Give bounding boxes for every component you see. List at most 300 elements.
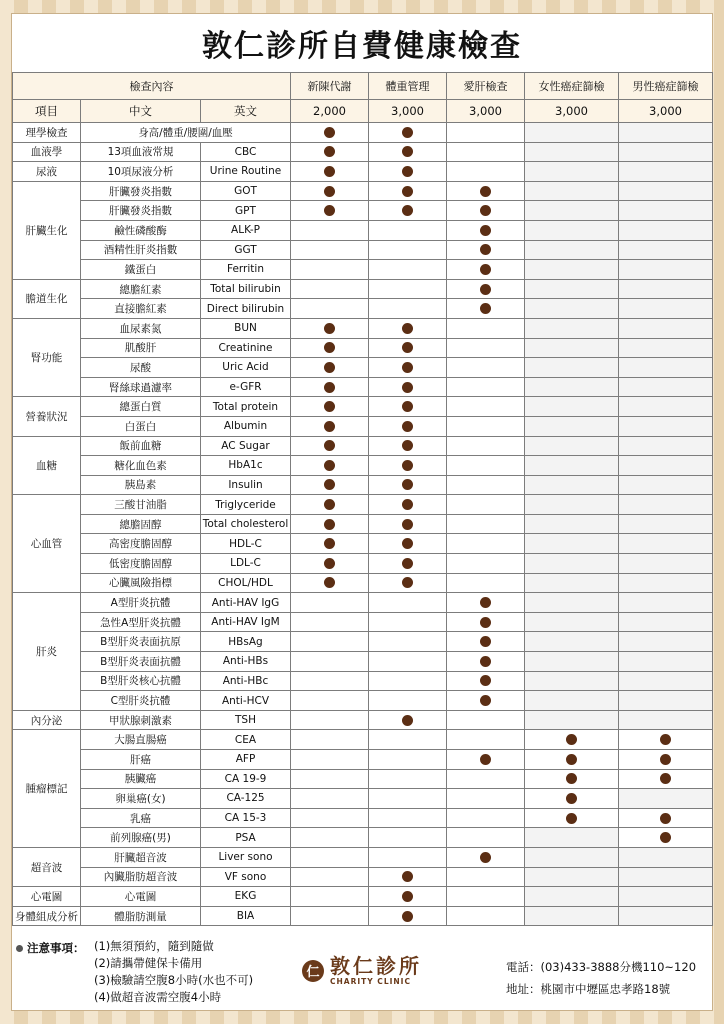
package-cell xyxy=(447,906,525,926)
package-cell xyxy=(369,416,447,436)
package-cell xyxy=(291,906,369,926)
table-row xyxy=(13,240,713,260)
package-cell xyxy=(447,338,525,358)
item-cn-cell: 卵巢癌(女) xyxy=(81,789,201,809)
package-cell xyxy=(619,318,713,338)
table-row xyxy=(13,887,713,907)
item-en-cell: GPT xyxy=(201,201,291,221)
included-dot-icon xyxy=(480,205,491,216)
included-dot-icon xyxy=(402,440,413,451)
table-row xyxy=(13,358,713,378)
package-cell xyxy=(291,750,369,770)
category-cell: 內分泌 xyxy=(13,710,81,730)
table-row xyxy=(13,514,713,534)
col-en-header: 英文 xyxy=(201,100,291,123)
package-cell xyxy=(525,887,619,907)
note-item: (4)做超音波需空腹4小時 xyxy=(94,990,222,1004)
included-dot-icon xyxy=(324,577,335,588)
package-cell xyxy=(291,416,369,436)
package-cell xyxy=(619,652,713,672)
included-dot-icon xyxy=(402,871,413,882)
package-cell xyxy=(447,789,525,809)
included-dot-icon xyxy=(480,597,491,608)
included-dot-icon xyxy=(324,342,335,353)
item-cn-cell: 胰島素 xyxy=(81,475,201,495)
package-cell xyxy=(447,514,525,534)
package-cell xyxy=(291,377,369,397)
table-row xyxy=(13,789,713,809)
table-row xyxy=(13,397,713,417)
package-cell xyxy=(369,456,447,476)
included-dot-icon xyxy=(402,577,413,588)
included-dot-icon xyxy=(324,186,335,197)
package-cell xyxy=(369,612,447,632)
item-en-cell: CHOL/HDL xyxy=(201,573,291,593)
category-cell: 尿液 xyxy=(13,162,81,182)
item-cn-cell: 總蛋白質 xyxy=(81,397,201,417)
package-cell xyxy=(369,730,447,750)
package-cell xyxy=(525,142,619,162)
footer xyxy=(12,932,712,1010)
item-cn-cell: 心臟風險指標 xyxy=(81,573,201,593)
included-dot-icon xyxy=(402,519,413,530)
package-cell xyxy=(525,632,619,652)
package-cell xyxy=(291,632,369,652)
package-cell xyxy=(369,808,447,828)
category-cell: 心電圖 xyxy=(13,887,81,907)
category-cell: 膽道生化 xyxy=(13,279,81,318)
package-cell xyxy=(369,181,447,201)
package-cell xyxy=(369,299,447,319)
included-dot-icon xyxy=(402,342,413,353)
package-cell xyxy=(447,495,525,515)
package-cell xyxy=(291,142,369,162)
package-cell xyxy=(447,475,525,495)
package-cell xyxy=(525,710,619,730)
included-dot-icon xyxy=(660,734,671,745)
table-row xyxy=(13,123,713,143)
package-cell xyxy=(369,750,447,770)
package-cell xyxy=(525,338,619,358)
package-cell xyxy=(291,397,369,417)
package-cell xyxy=(525,514,619,534)
package-cell xyxy=(447,377,525,397)
item-cn-cell: 血尿素氮 xyxy=(81,318,201,338)
package-cell xyxy=(291,612,369,632)
package-cell xyxy=(619,906,713,926)
category-cell: 身體組成分析 xyxy=(13,906,81,926)
included-dot-icon xyxy=(402,205,413,216)
package-cell xyxy=(619,338,713,358)
package-cell xyxy=(525,867,619,887)
price-liver: 3,000 xyxy=(447,100,525,123)
included-dot-icon xyxy=(660,754,671,765)
note-item: (1)無須預約，隨到隨做 xyxy=(94,939,214,953)
package-cell xyxy=(369,652,447,672)
item-cn-cell: 內臟脂肪超音波 xyxy=(81,867,201,887)
package-cell xyxy=(619,495,713,515)
included-dot-icon xyxy=(660,813,671,824)
included-dot-icon xyxy=(402,382,413,393)
item-cn-cell: 前列腺癌(男) xyxy=(81,828,201,848)
included-dot-icon xyxy=(480,264,491,275)
package-cell xyxy=(525,436,619,456)
category-cell: 血液學 xyxy=(13,142,81,162)
package-cell xyxy=(525,750,619,770)
table-body xyxy=(13,123,713,926)
included-dot-icon xyxy=(480,284,491,295)
package-cell xyxy=(525,475,619,495)
table-row xyxy=(13,299,713,319)
item-en-cell: Anti-HAV IgG xyxy=(201,593,291,613)
table-row xyxy=(13,279,713,299)
package-cell xyxy=(619,867,713,887)
package-cell xyxy=(619,162,713,182)
price-sheet xyxy=(12,14,712,1010)
col-item-header: 項目 xyxy=(13,100,81,123)
included-dot-icon xyxy=(402,911,413,922)
package-cell xyxy=(291,730,369,750)
item-cn-cell: 大腸直腸癌 xyxy=(81,730,201,750)
item-cn-cell: 飯前血糖 xyxy=(81,436,201,456)
package-cell xyxy=(447,318,525,338)
package-cell xyxy=(619,828,713,848)
included-dot-icon xyxy=(480,303,491,314)
item-en-cell: CA-125 xyxy=(201,789,291,809)
item-cn-cell: 低密度膽固醇 xyxy=(81,554,201,574)
price-male-cancer: 3,000 xyxy=(619,100,713,123)
package-cell xyxy=(369,906,447,926)
included-dot-icon xyxy=(480,617,491,628)
package-cell xyxy=(525,691,619,711)
package-cell xyxy=(619,808,713,828)
package-cell xyxy=(369,142,447,162)
included-dot-icon xyxy=(324,362,335,373)
package-cell xyxy=(447,201,525,221)
package-cell xyxy=(619,632,713,652)
package-cell xyxy=(369,358,447,378)
included-dot-icon xyxy=(324,382,335,393)
notes-list xyxy=(94,938,253,1006)
table-row xyxy=(13,652,713,672)
category-cell: 肝炎 xyxy=(13,593,81,711)
package-cell xyxy=(291,299,369,319)
package-cell xyxy=(447,710,525,730)
package-cell xyxy=(619,279,713,299)
item-en-cell: Uric Acid xyxy=(201,358,291,378)
package-cell xyxy=(369,318,447,338)
table-row xyxy=(13,632,713,652)
category-cell: 心血管 xyxy=(13,495,81,593)
package-male-cancer: 男性癌症篩檢 xyxy=(619,73,713,100)
included-dot-icon xyxy=(480,675,491,686)
package-cell xyxy=(369,514,447,534)
package-cell xyxy=(619,691,713,711)
package-cell xyxy=(619,416,713,436)
item-en-cell: BIA xyxy=(201,906,291,926)
package-cell xyxy=(619,475,713,495)
package-cell xyxy=(291,534,369,554)
table-row xyxy=(13,554,713,574)
package-cell xyxy=(525,534,619,554)
package-cell xyxy=(447,730,525,750)
package-cell xyxy=(525,789,619,809)
item-en-cell: Anti-HCV xyxy=(201,691,291,711)
package-cell xyxy=(619,201,713,221)
table-row xyxy=(13,573,713,593)
item-en-cell: Total protein xyxy=(201,397,291,417)
package-cell xyxy=(291,652,369,672)
package-cell xyxy=(619,514,713,534)
package-cell xyxy=(291,279,369,299)
package-cell xyxy=(369,436,447,456)
package-cell xyxy=(525,573,619,593)
header-row-prices xyxy=(13,100,713,123)
package-cell xyxy=(369,495,447,515)
included-dot-icon xyxy=(480,754,491,765)
item-en-cell: HDL-C xyxy=(201,534,291,554)
package-cell xyxy=(447,554,525,574)
included-dot-icon xyxy=(402,715,413,726)
package-cell xyxy=(369,691,447,711)
item-en-cell: Triglyceride xyxy=(201,495,291,515)
package-cell xyxy=(291,181,369,201)
package-cell xyxy=(525,240,619,260)
package-cell xyxy=(369,887,447,907)
package-cell xyxy=(525,201,619,221)
included-dot-icon xyxy=(324,127,335,138)
package-metabolism: 新陳代謝 xyxy=(291,73,369,100)
package-cell xyxy=(525,769,619,789)
included-dot-icon xyxy=(402,166,413,177)
included-dot-icon xyxy=(402,538,413,549)
package-cell xyxy=(447,220,525,240)
item-cn-cell: 直接膽紅素 xyxy=(81,299,201,319)
package-cell xyxy=(619,436,713,456)
table-row xyxy=(13,338,713,358)
package-cell xyxy=(291,789,369,809)
address: 地址：桃園市中壢區忠孝路18號 xyxy=(506,982,671,996)
item-cn-cell: 腎絲球過濾率 xyxy=(81,377,201,397)
package-cell xyxy=(369,573,447,593)
included-dot-icon xyxy=(324,401,335,412)
package-cell xyxy=(447,260,525,280)
included-dot-icon xyxy=(402,499,413,510)
package-cell xyxy=(369,338,447,358)
package-cell xyxy=(369,632,447,652)
package-cell xyxy=(525,181,619,201)
package-cell xyxy=(447,769,525,789)
package-cell xyxy=(525,397,619,417)
package-cell xyxy=(525,612,619,632)
item-cn-cell: 體脂肪測量 xyxy=(81,906,201,926)
package-cell xyxy=(619,299,713,319)
included-dot-icon xyxy=(402,401,413,412)
package-cell xyxy=(447,887,525,907)
package-cell xyxy=(291,240,369,260)
item-en-cell: GOT xyxy=(201,181,291,201)
package-cell xyxy=(525,828,619,848)
included-dot-icon xyxy=(566,813,577,824)
package-cell xyxy=(369,377,447,397)
package-cell xyxy=(369,162,447,182)
item-cn-cell: 糖化血色素 xyxy=(81,456,201,476)
item-cn-cell: 尿酸 xyxy=(81,358,201,378)
included-dot-icon xyxy=(402,362,413,373)
package-cell xyxy=(447,123,525,143)
item-cn-cell: 總膽紅素 xyxy=(81,279,201,299)
item-en-cell: Total bilirubin xyxy=(201,279,291,299)
package-cell xyxy=(291,514,369,534)
package-cell xyxy=(447,632,525,652)
package-cell xyxy=(447,436,525,456)
package-cell xyxy=(619,769,713,789)
item-cn-cell: 總膽固醇 xyxy=(81,514,201,534)
price-weight: 3,000 xyxy=(369,100,447,123)
included-dot-icon xyxy=(324,205,335,216)
table-row xyxy=(13,867,713,887)
package-cell xyxy=(369,828,447,848)
included-dot-icon xyxy=(480,636,491,647)
item-en-cell: Total cholesterol xyxy=(201,514,291,534)
table-row xyxy=(13,201,713,221)
package-cell xyxy=(447,181,525,201)
table-row xyxy=(13,828,713,848)
item-en-cell: Anti-HBc xyxy=(201,671,291,691)
package-cell xyxy=(291,495,369,515)
package-cell xyxy=(619,710,713,730)
item-cn-cell: A型肝炎抗體 xyxy=(81,593,201,613)
item-en-cell: LDL-C xyxy=(201,554,291,574)
package-cell xyxy=(619,377,713,397)
included-dot-icon xyxy=(402,479,413,490)
item-cn-cell: 肝臟發炎指數 xyxy=(81,181,201,201)
package-cell xyxy=(447,671,525,691)
table-row xyxy=(13,181,713,201)
package-cell xyxy=(369,260,447,280)
table-row xyxy=(13,750,713,770)
included-dot-icon xyxy=(480,656,491,667)
package-cell xyxy=(447,397,525,417)
included-dot-icon xyxy=(402,186,413,197)
item-en-cell: PSA xyxy=(201,828,291,848)
item-cn-cell: 三酸甘油脂 xyxy=(81,495,201,515)
package-cell xyxy=(369,220,447,240)
included-dot-icon xyxy=(324,440,335,451)
item-en-cell: Liver sono xyxy=(201,847,291,867)
table-row xyxy=(13,847,713,867)
package-cell xyxy=(369,534,447,554)
package-cell xyxy=(291,593,369,613)
package-cell xyxy=(291,671,369,691)
package-cell xyxy=(525,730,619,750)
package-cell xyxy=(447,162,525,182)
item-en-cell: HBsAg xyxy=(201,632,291,652)
price-metabolism: 2,000 xyxy=(291,100,369,123)
item-cn-cell: C型肝炎抗體 xyxy=(81,691,201,711)
item-cn-cell: 急性A型肝炎抗體 xyxy=(81,612,201,632)
package-cell xyxy=(525,495,619,515)
package-cell xyxy=(291,260,369,280)
package-cell xyxy=(291,220,369,240)
package-cell xyxy=(447,808,525,828)
table-row xyxy=(13,318,713,338)
package-cell xyxy=(447,573,525,593)
item-cn-cell: 心電圖 xyxy=(81,887,201,907)
table-row xyxy=(13,475,713,495)
item-en-cell: CA 15-3 xyxy=(201,808,291,828)
package-cell xyxy=(369,240,447,260)
included-dot-icon xyxy=(324,460,335,471)
table-row xyxy=(13,808,713,828)
note-item: (3)檢驗請空腹8小時(水也不可) xyxy=(94,973,254,987)
package-cell xyxy=(525,808,619,828)
package-cell xyxy=(369,201,447,221)
included-dot-icon xyxy=(660,832,671,843)
table-row xyxy=(13,220,713,240)
package-cell xyxy=(291,475,369,495)
package-cell xyxy=(369,847,447,867)
package-cell xyxy=(447,142,525,162)
item-cn-cell: 白蛋白 xyxy=(81,416,201,436)
package-cell xyxy=(291,769,369,789)
item-en-cell: CA 19-9 xyxy=(201,769,291,789)
included-dot-icon xyxy=(480,244,491,255)
package-cell xyxy=(619,534,713,554)
table-row xyxy=(13,906,713,926)
package-cell xyxy=(291,318,369,338)
package-cell xyxy=(619,220,713,240)
item-en-cell: Urine Routine xyxy=(201,162,291,182)
category-cell: 肝臟生化 xyxy=(13,181,81,279)
package-cell xyxy=(619,142,713,162)
table-row xyxy=(13,691,713,711)
table-row xyxy=(13,612,713,632)
clinic-name-english: CHARITY CLINIC xyxy=(330,977,411,986)
package-cell xyxy=(525,847,619,867)
bullet-icon xyxy=(16,945,23,952)
note-item: (2)請攜帶健保卡備用 xyxy=(94,956,203,970)
item-en-cell: BUN xyxy=(201,318,291,338)
package-cell xyxy=(447,593,525,613)
table-row xyxy=(13,534,713,554)
item-en-cell: Insulin xyxy=(201,475,291,495)
item-en-cell: CEA xyxy=(201,730,291,750)
package-cell xyxy=(291,456,369,476)
table-row xyxy=(13,456,713,476)
included-dot-icon xyxy=(324,519,335,530)
package-cell xyxy=(619,240,713,260)
item-cn-cell: 胰臟癌 xyxy=(81,769,201,789)
included-dot-icon xyxy=(324,558,335,569)
category-cell: 營養狀況 xyxy=(13,397,81,436)
clinic-logo xyxy=(302,956,422,986)
package-cell xyxy=(525,554,619,574)
category-cell: 血糖 xyxy=(13,436,81,495)
included-dot-icon xyxy=(480,695,491,706)
item-en-cell: CBC xyxy=(201,142,291,162)
package-cell xyxy=(619,612,713,632)
package-cell xyxy=(369,554,447,574)
item-en-cell: Anti-HBs xyxy=(201,652,291,672)
included-dot-icon xyxy=(402,323,413,334)
package-cell xyxy=(525,162,619,182)
clinic-logo-icon: 仁 xyxy=(302,960,324,982)
included-dot-icon xyxy=(324,146,335,157)
included-dot-icon xyxy=(402,460,413,471)
item-cn-cell: 乳癌 xyxy=(81,808,201,828)
item-en-cell: Creatinine xyxy=(201,338,291,358)
